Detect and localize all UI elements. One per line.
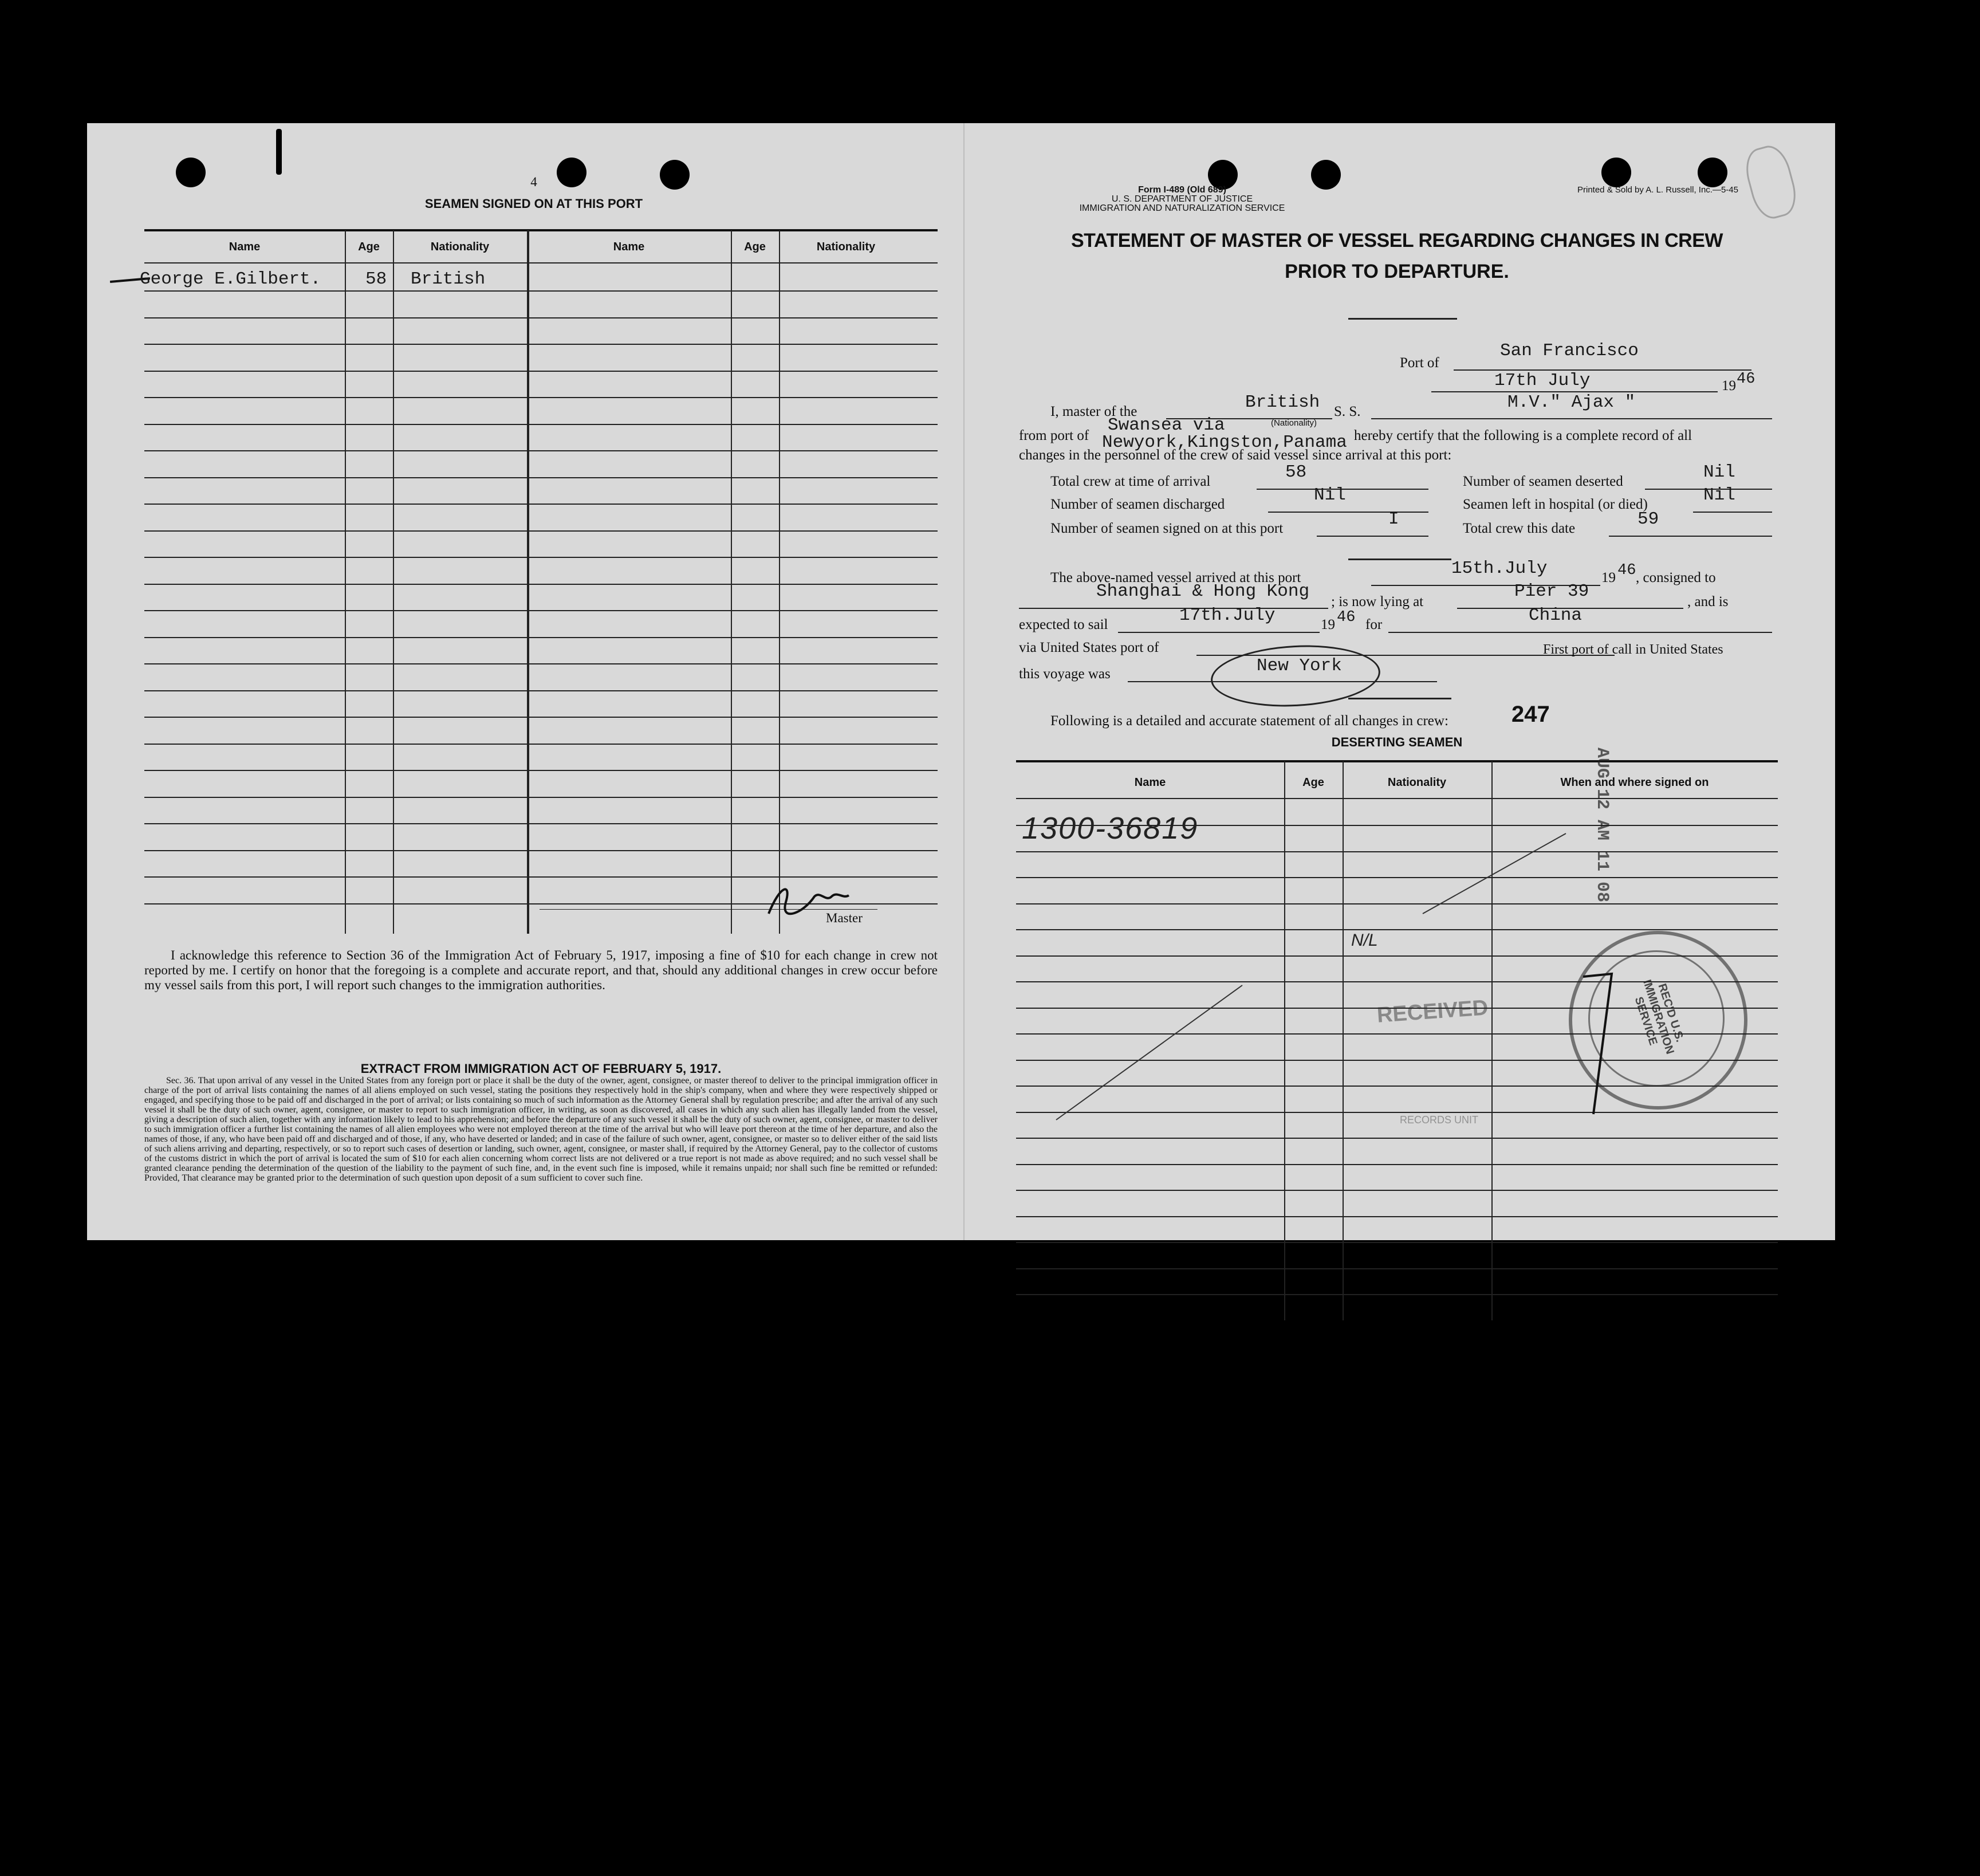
master-label: Master [826, 911, 863, 925]
col-header-age-2: Age [744, 241, 766, 253]
from-port-line1: Swansea via [1108, 415, 1225, 435]
form-title-line2: PRIOR TO DEPARTURE. [1285, 261, 1509, 282]
deserted-label: Number of seamen deserted [1463, 474, 1623, 489]
stamp-number: 247 [1511, 702, 1550, 727]
via-label: via United States port of [1019, 640, 1159, 655]
staple-mark [276, 129, 282, 175]
table-row [144, 744, 938, 745]
for-label: for [1365, 617, 1383, 632]
port-value: San Francisco [1500, 341, 1639, 361]
from-port-label: from port of [1019, 428, 1089, 443]
table-row [144, 371, 938, 372]
entry-name: George E.Gilbert. [140, 269, 321, 289]
table-row [144, 424, 938, 425]
table-row [1016, 1242, 1778, 1243]
col-divider [345, 230, 346, 934]
voyage-label: this voyage was [1019, 666, 1111, 682]
punch-hole [176, 158, 206, 187]
table-row [144, 797, 938, 798]
col-divider [393, 230, 394, 934]
port-label: Port of [1400, 355, 1439, 371]
hospital-label: Seamen left in hospital (or died) [1463, 497, 1648, 512]
form-title-line1: STATEMENT OF MASTER OF VESSEL REGARDING CHANGES IN CREW [1071, 230, 1723, 251]
vessel-value: M.V." Ajax " [1507, 392, 1636, 412]
via-value: New York [1257, 656, 1342, 676]
table-row [144, 770, 938, 771]
table-row [144, 344, 938, 345]
table-row [1016, 1268, 1778, 1269]
entry-age: 58 [365, 269, 387, 289]
table-row [144, 477, 938, 478]
col-header-name: Name [229, 241, 261, 253]
received-stamp: RECEIVED [1376, 996, 1489, 1028]
table-row [144, 637, 938, 638]
destination-value: China [1529, 605, 1583, 626]
records-stamp: RECORDS UNIT [1400, 1114, 1479, 1126]
expected-year-prefix: 19 [1321, 617, 1335, 632]
circle-stamp-text: REC'D U.S. IMMIGRATION SERVICE [1632, 978, 1687, 1056]
col-header-age: Age [358, 241, 380, 253]
col-divider [731, 230, 732, 934]
table-row [144, 690, 938, 691]
table-row [144, 317, 938, 318]
signed-on-value: I [1388, 509, 1399, 529]
header-rule [144, 262, 938, 263]
desert-col-name: Name [1134, 776, 1166, 789]
arrived-year: 46 [1617, 562, 1636, 579]
changes-text: changes in the personnel of the crew of said vessel since arrival at this port: [1019, 447, 1452, 463]
table-row [144, 557, 938, 558]
table-row [144, 663, 938, 664]
table-row [144, 584, 938, 585]
year-prefix: 19 [1722, 378, 1736, 394]
lying-value: Pier 39 [1514, 581, 1589, 601]
col-header-nationality: Nationality [430, 241, 490, 253]
certify-text: hereby certify that the following is a complete record of all [1354, 428, 1692, 443]
ss-label: S. S. [1334, 404, 1361, 419]
master-of-label: I, master of the [1050, 404, 1137, 419]
printer-credit: Printed & Sold by A. L. Russell, Inc.—5-45 [1577, 185, 1738, 195]
following-text: Following is a detailed and accurate statement of all changes in crew: [1050, 713, 1448, 729]
col-header-name-2: Name [613, 241, 645, 253]
col-divider [527, 230, 529, 934]
signed-on-label: Number of seamen signed on at this port [1050, 521, 1284, 536]
table-top-rule [144, 229, 938, 231]
arrived-year-prefix: 19 [1601, 570, 1616, 585]
expected-label: expected to sail [1019, 617, 1108, 632]
punch-hole [660, 160, 690, 190]
nationality-value: British [1245, 392, 1320, 412]
table-row [144, 530, 938, 532]
nil-note: N/L [1351, 931, 1378, 950]
table-row [144, 823, 938, 824]
punch-hole [557, 158, 586, 187]
expected-value: 17th.July [1179, 605, 1276, 626]
total-crew-date-label: Total crew this date [1463, 521, 1576, 536]
table-row [144, 876, 938, 878]
desert-col-age: Age [1302, 776, 1324, 789]
section-title: SEAMEN SIGNED ON AT THIS PORT [424, 196, 643, 211]
hospital-value: Nil [1703, 485, 1735, 505]
total-crew-arrival-label: Total crew at time of arrival [1050, 474, 1211, 489]
from-port-line2: Newyork,Kingston,Panama [1102, 432, 1347, 453]
col-header-nationality-2: Nationality [816, 241, 876, 253]
nationality-caption: (Nationality) [1271, 418, 1317, 428]
table-row [144, 450, 938, 451]
desert-col-nationality: Nationality [1387, 776, 1447, 789]
lying-label: ; is now lying at [1331, 594, 1424, 609]
date-received-stamp: AUG 12 AM 11 08 [1592, 748, 1612, 903]
entry-nationality: British [411, 269, 486, 289]
page-number: 4 [530, 175, 537, 189]
table-row [144, 397, 938, 398]
table-row [144, 850, 938, 851]
consignee-value: Shanghai & Hong Kong [1096, 581, 1310, 601]
table-row [1016, 1294, 1778, 1295]
acknowledgement-text: I acknowledge this reference to Section 36 of the Immigration Act of February 5, 1917, imposing a fine of $10 for each change in crew not reported by me. I certify on honor that the foregoing is a complete and accurate report, and that, should any additional changes in crew occur before my vessel sails from this port, I will report such changes to the immigration authorities. [144, 948, 938, 992]
right-page [963, 123, 1835, 1240]
service-name: IMMIGRATION AND NATURALIZATION SERVICE [1079, 203, 1285, 213]
department: U. S. DEPARTMENT OF JUSTICE [1111, 194, 1253, 204]
first-port-label: First port of call in United States [1543, 642, 1723, 657]
discharged-label: Number of seamen discharged [1050, 497, 1225, 512]
col-divider [779, 230, 780, 934]
discharged-value: Nil [1314, 485, 1346, 505]
arrived-label: The above-named vessel arrived at this port [1050, 570, 1301, 585]
table-row [144, 290, 938, 292]
handwritten-reference: 1300-36819 [1022, 811, 1199, 845]
expected-year: 46 [1337, 609, 1356, 626]
extract-text: Sec. 36. That upon arrival of any vessel in the United States from any foreign port or place it shall be the duty of the owner, agent, consignee, or master thereof to deliver to the principal immigration officer in charge of the port of arrival lists containing the names of all aliens employed on such vessel, stating the positions they respectively hold in the ship's company, when and where they were respectively shipped or engaged, and specifying those to be paid off and discharged in the port of arrival; or lists containing so much of such information as the Attorney General shall by regulation prescribe; and after the arrival of any such vessel it shall be the duty of such owner, agent, consignee, or master to report to such immigration officer, in writing, as soon as discovered, all cases in which any such alien has illegally landed from the vessel, giving a description of such alien, together with any information likely to lead to his apprehension; and before the departure of any such vessel it shall be the duty of such owner, agent, consignee, or master to deliver to such immigration officer a further list containing the names of all alien employees who were not employed thereon at the time of the arrival but who will leave port thereon at the time of her departure, and also the names of those, if any, who have been paid off and discharged and of those, if any, who have deserted or landed; and in case of the failure of such owner, agent, consignee, or master so to deliver either of the said lists of such aliens arriving and departing, respectively, or so to report such cases of desertion or landing, such owner, agent, consignee, or master shall, if required by the Attorney General, pay to the collector of customs of the customs district in which the port of arrival is located the sum of $10 for each alien concerning whom correct lists are not delivered or a true report is not made as above required; and no such vessel shall be granted clearance pending the determination of the question of the liability to the payment of such fine, and, in the event such fine is imposed, while it remains unpaid; nor shall such fine be remitted or refunded: Provided, That clearance may be granted prior to the determination of such question upon deposit of a sum sufficient to cover such fine. [144, 1076, 938, 1183]
circle-stamp [1569, 931, 1747, 1110]
total-crew-arrival: 58 [1285, 462, 1307, 482]
total-crew-date: 59 [1637, 509, 1659, 529]
arrived-value: 15th.July [1451, 559, 1548, 579]
deserted-value: Nil [1703, 462, 1735, 482]
extract-title: EXTRACT FROM IMMIGRATION ACT OF FEBRUARY 5, 1917. [360, 1061, 722, 1076]
left-page [87, 123, 963, 1240]
consigned-label: , consigned to [1636, 570, 1716, 585]
and-is-label: , and is [1687, 594, 1729, 609]
table-row [144, 504, 938, 505]
table-row [144, 717, 938, 718]
form-number: Form I-489 (Old 689) [1138, 185, 1226, 195]
year-value: 46 [1737, 371, 1755, 388]
date-value: 17th July [1494, 371, 1591, 391]
deserting-title: DESERTING SEAMEN [1331, 735, 1463, 749]
desert-col-signed-on: When and where signed on [1560, 776, 1709, 789]
table-row [144, 610, 938, 611]
